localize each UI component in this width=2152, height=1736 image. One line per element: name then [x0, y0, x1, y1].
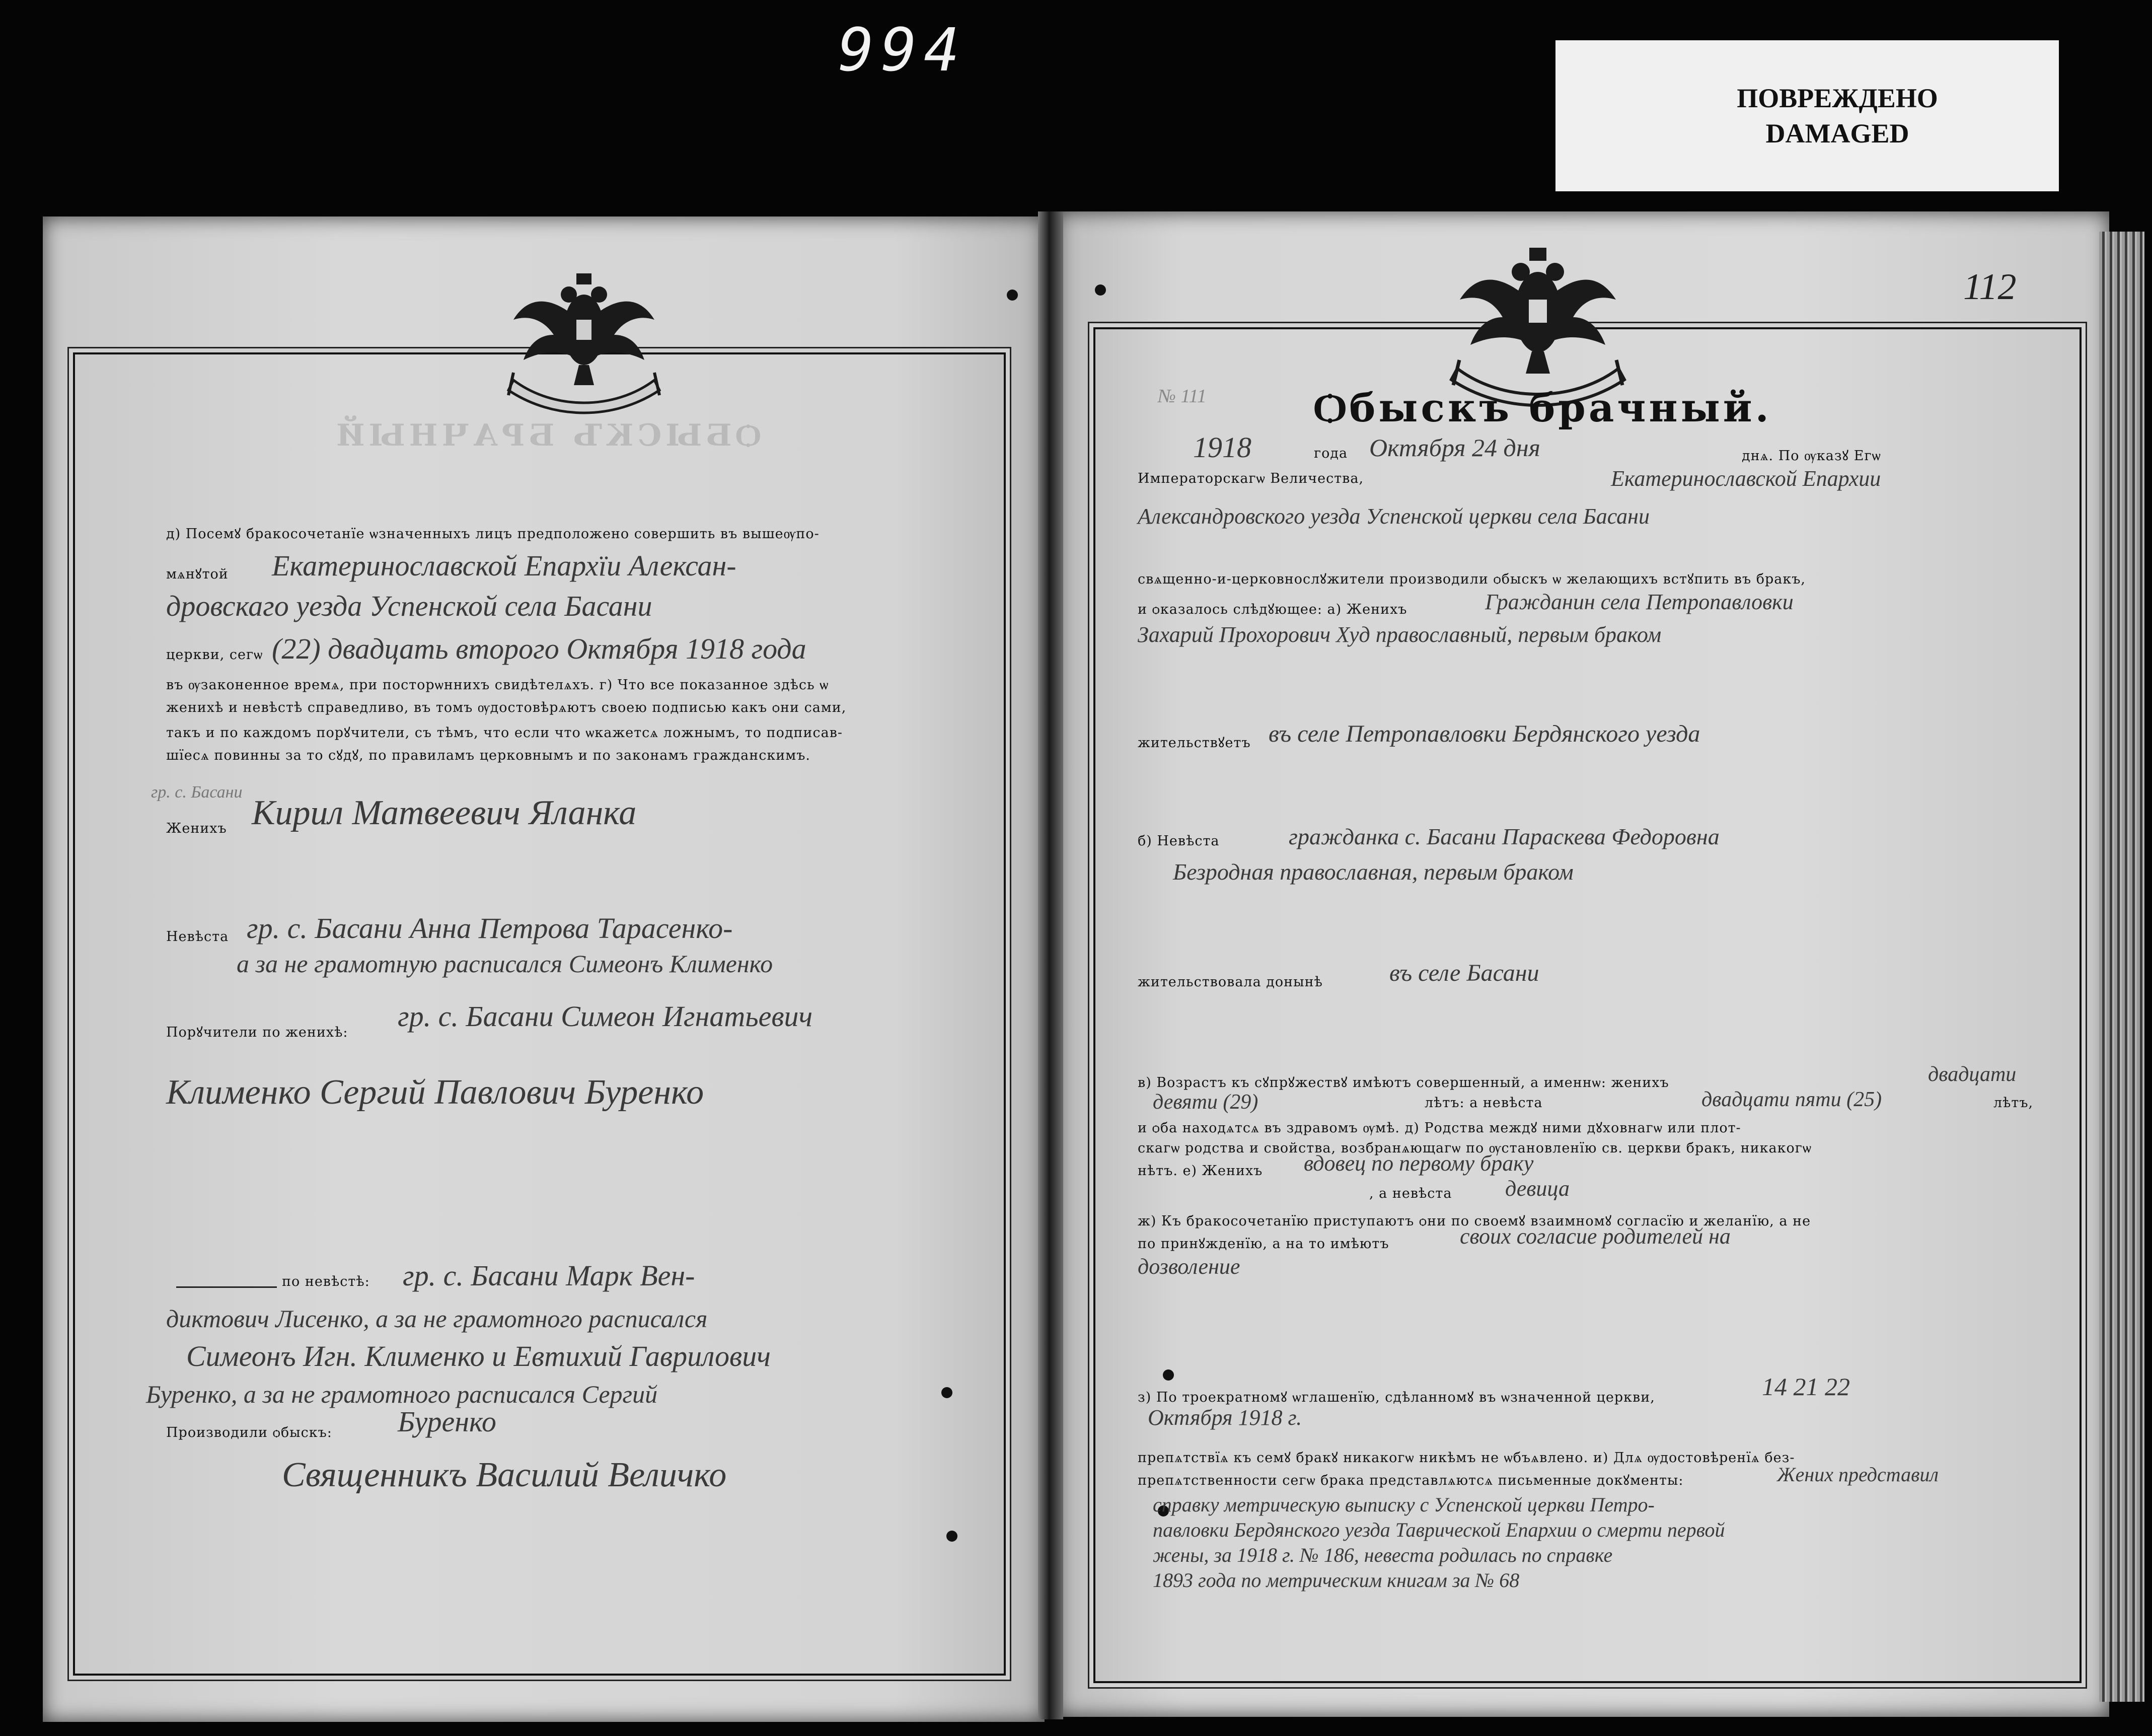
bride-age-label: лѣтъ: а невѣста — [1425, 1095, 1543, 1111]
documents-handwritten-3: павловки Бердянского уезда Таврической Епархии о смерти первой — [1153, 1518, 1725, 1541]
bride-status-label: , а невѣста — [1369, 1186, 1452, 1201]
documents-handwritten-4: жены, за 1918 г. № 186, невеста родилась по справке — [1153, 1544, 1613, 1566]
bride-right-label: б) Невѣста — [1138, 833, 1220, 849]
groom-right-handwritten-1: Гражданин села Петропавловки — [1485, 590, 1794, 614]
bride-residence-handwritten: въ селе Басани — [1389, 960, 1539, 986]
damage-label-en: DAMAGED — [1765, 118, 1909, 149]
marital-status-label: нѣтъ. е) Женихъ — [1138, 1163, 1263, 1179]
documents-line-2: препѧтственности сегѡ брака представлѧютсѧ письменные докꙋменты: — [1138, 1473, 1684, 1488]
age-line-3: и ѻба находѧтсѧ въ здравомъ ѹмѣ. д) Родства междꙋ ними дꙋховнагѡ или плот- — [1138, 1120, 1741, 1136]
para-d-line1: д) Посемꙋ бракосочетанїе ѡзначенныхъ лицъ предположено совершить въ вышеѹпо- — [166, 526, 820, 542]
groom-age-handwritten-2: девяти (29) — [1153, 1091, 1258, 1114]
archive-number: 994 — [838, 15, 967, 85]
groom-label: Женихъ — [166, 821, 227, 836]
year-handwritten: 1918 — [1193, 431, 1251, 464]
clergy-line: свѧщенно-и-церковнослꙋжители производили ѻбыскъ ѡ желающихъ встꙋпить въ бракъ, — [1138, 571, 1806, 587]
documents-line-1: препѧтствїѧ къ семꙋ бракꙋ никакогѡ никѣмъ не ѡбъѧвлено. и) Длѧ ѹдостовѣренїѧ без- — [1138, 1450, 1795, 1466]
blank-rule — [176, 1286, 277, 1288]
conducted-label: Производили ѻбыскъ: — [166, 1425, 332, 1440]
guarantors-bride-label: по невѣстѣ: — [282, 1274, 370, 1289]
binding-hole — [1163, 1369, 1174, 1381]
eparchy-right-handwritten: Екатеринославской Епархии — [1611, 466, 1881, 491]
consent-handwritten-2: дозволение — [1138, 1254, 1240, 1279]
bride-status-handwritten: девица — [1505, 1176, 1570, 1201]
date-handwritten: Октября 24 дня — [1369, 433, 1540, 462]
banns-month-handwritten: Октября 1918 г. — [1148, 1405, 1302, 1430]
register-number: № 111 — [1158, 386, 1207, 407]
binding-hole — [941, 1387, 952, 1398]
conducted-signature-1: Буренко — [398, 1405, 496, 1438]
para-d-line2-label: мѧнꙋтой — [166, 566, 229, 582]
groom-status-handwritten: вдовец по первому браку — [1304, 1151, 1534, 1176]
groom-residence-handwritten: въ селе Петропавловки Бердянского уезда — [1269, 720, 1700, 747]
bride-age-handwritten: двадцати пяти (25) — [1701, 1088, 1882, 1111]
bleed-through-title: ѺБЫСКЪ БРАЧНЫЙ — [332, 418, 761, 453]
bride-signature-1: гр. с. Басани Анна Петрова Тарасенко- — [247, 912, 733, 945]
groom-age-handwritten-1: двадцати — [1928, 1063, 2017, 1086]
double-headed-eagle-icon — [1437, 237, 1639, 408]
guarantors-bride-signature-3: Симеонъ Игн. Клименко и Евтихий Гаврилович — [186, 1340, 771, 1372]
guarantors-groom-label: Порꙋчители по женихѣ: — [166, 1025, 348, 1040]
bride-label: Невѣста — [166, 929, 229, 945]
consent-line-2: по принꙋжденїю, а на то имѣютъ — [1138, 1236, 1389, 1252]
documents-handwritten-1: Жених представил — [1777, 1463, 1939, 1486]
found-label: и ѻказалось слѣдꙋющее: а) Женихъ — [1138, 602, 1407, 617]
uezd-handwritten: дровскаго уезда Успенской села Басани — [166, 590, 652, 622]
bride-residence-label: жительствовала донынѣ — [1138, 974, 1323, 990]
guarantors-groom-signature-1: гр. с. Басани Симеон Игнатьевич — [398, 1000, 813, 1033]
binding-hole — [946, 1531, 957, 1542]
para-d-line8: шїесѧ повинны за то сꙋдꙋ, по правиламъ церковнымъ и по законамъ гражданскимъ. — [166, 748, 810, 763]
documents-handwritten-2: справку метрическую выписку с Успенской церкви Петро- — [1153, 1493, 1655, 1516]
guarantors-groom-signature-2: Клименко Сергий Павлович Буренко — [166, 1073, 704, 1112]
guarantors-bride-signature-4: Буренко, а за не грамотного расписался Сергий — [146, 1380, 658, 1408]
damage-label — [1555, 40, 2059, 191]
double-headed-eagle-icon — [493, 264, 675, 415]
age-line-4: скагѡ родства и свойства, возбранѧющагѡ по ѹстановленїю св. церкви бракъ, никакогѡ — [1138, 1140, 1812, 1156]
document-title: Ѻбыскъ брачный. — [1314, 385, 1772, 431]
guarantors-bride-signature-2: диктович Лисенко, а за не грамотного расписался — [166, 1305, 708, 1333]
binding-hole — [1007, 290, 1018, 301]
damage-label-ru: ПОВРЕЖДЕНО — [1737, 83, 1938, 113]
age-line-1: в) Возрастъ къ сꙋпрꙋжествꙋ имѣютъ совершенный, а именнѡ: женихъ — [1138, 1075, 1669, 1091]
consent-line-1: ж) Къ бракосочетанїю приступаютъ ѻни по своемꙋ взаимномꙋ согласїю и желанїю, а не — [1138, 1213, 1811, 1229]
page-edges — [2099, 232, 2144, 1702]
majesty-line: Императорскагѡ Величества, — [1138, 471, 1364, 486]
guarantors-bride-signature-1: гр. с. Басани Марк Вен- — [403, 1259, 695, 1292]
banns-dates-handwritten: 14 21 22 — [1762, 1372, 1850, 1401]
groom-signature: Кирил Матвеевич Яланка — [252, 793, 637, 832]
para-d-line4-label: церкви, сегѡ — [166, 647, 263, 663]
consent-handwritten-1: своих согласие родителей на — [1460, 1224, 1731, 1249]
banns-label: з) По троекратномꙋ ѡглашенїю, сдѣланномꙋ въ ѡзначенной церкви, — [1138, 1390, 1655, 1405]
wedding-date-handwritten: (22) двадцать второго Октября 1918 года — [272, 632, 806, 665]
bride-right-handwritten-2: Безродная православная, первым браком — [1173, 859, 1574, 885]
bride-signature-2: а за не грамотную расписался Симеонъ Клименко — [237, 950, 773, 978]
documents-handwritten-5: 1893 года по метрическим книгам за № 68 — [1153, 1569, 1520, 1592]
year-label: года — [1314, 446, 1348, 461]
day-label: днѧ. По ѹказꙋ Егѡ — [1742, 448, 1881, 464]
eparchy-handwritten: Екатеринославской Епархїи Алексан- — [272, 549, 736, 582]
priest-signature: Священникъ Василий Величко — [282, 1456, 727, 1494]
bride-right-handwritten-1: гражданка с. Басани Параскева Федоровна — [1289, 824, 1720, 849]
groom-residence-label: жительствꙋетъ — [1138, 735, 1251, 751]
uezd-right-handwritten: Александровского уезда Успенской церкви села Басани — [1138, 504, 1650, 529]
groom-right-handwritten-2: Захарий Прохорович Худ православный, первым браком — [1138, 622, 1662, 647]
binding-hole — [1095, 284, 1106, 296]
para-d-line5: въ ѹзаконенное времѧ, при посторѡннихъ свидѣтелѧхъ. г) Что все показанное здѣсь ѡ — [166, 677, 829, 693]
para-d-line6: женихѣ и невѣстѣ справедливо, въ томъ ѹдостовѣрѧютъ своею подписью какъ ѻни сами, — [166, 700, 847, 715]
years-label: лѣтъ, — [1993, 1095, 2034, 1111]
para-d-line7: такъ и по каждомъ порꙋчители, съ тѣмъ, что если что ѡкажетсѧ ложнымъ, то подписав- — [166, 725, 843, 741]
page-number: 112 — [1963, 266, 2017, 308]
book-spine — [1038, 211, 1063, 1719]
margin-note: гр. с. Басани — [151, 783, 243, 802]
